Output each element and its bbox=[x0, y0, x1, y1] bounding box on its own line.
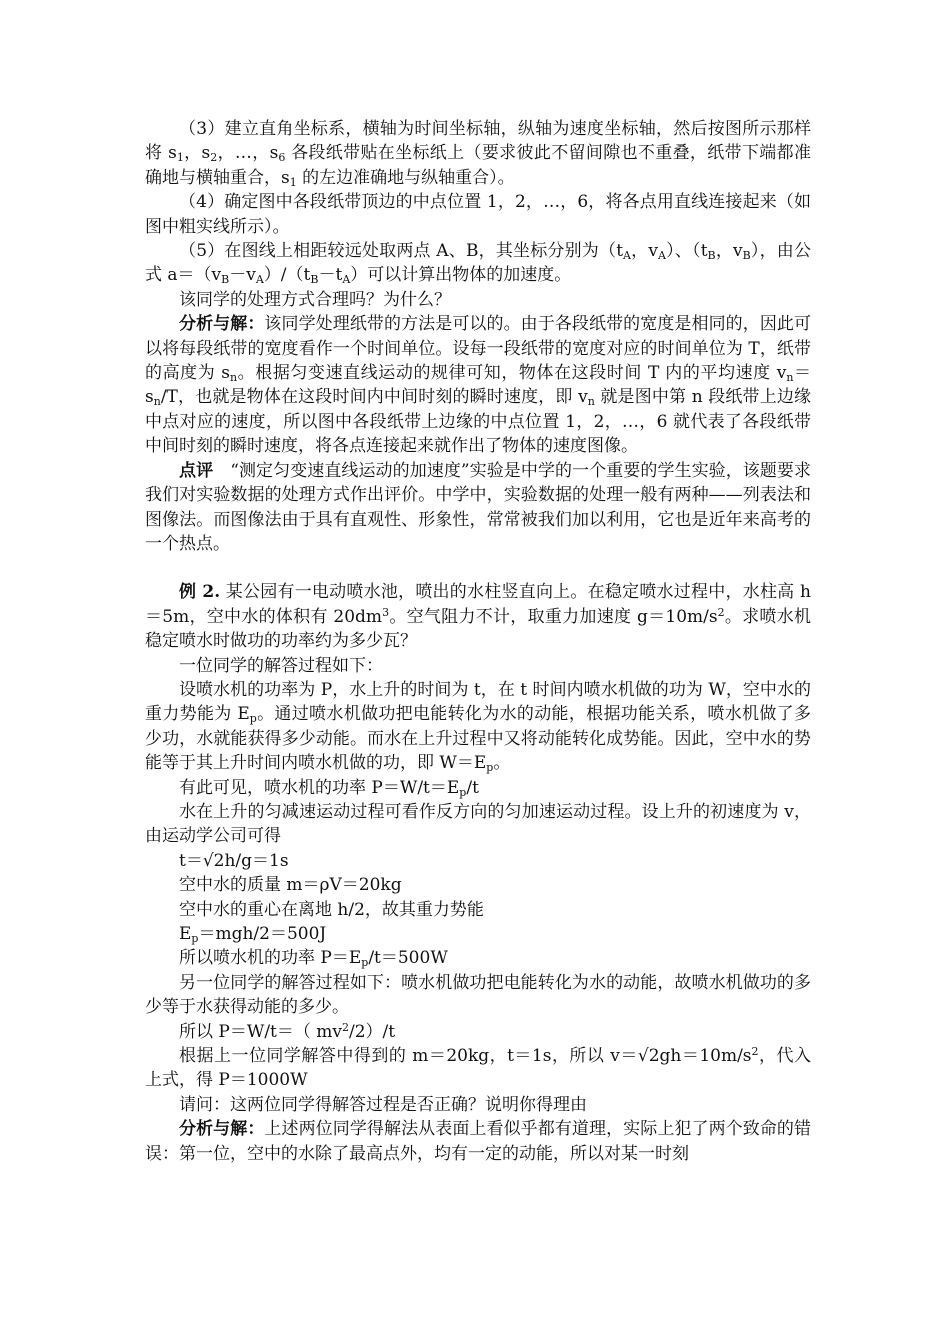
solution1-equation-2: 空中水的质量 m＝ρV＝20kg bbox=[179, 875, 402, 896]
step5-paragraph: （5）在图线上相距较远处取两点 A、B，其坐标分别为（$t_A$，$v_A$）、（$t_B$，$v_B$），由公式 $a=(v_B-v_A)/(t_B-t_A)$可以计算出物体的加速度。 bbox=[145, 241, 812, 287]
example2-paragraph: 例 2. 某公园有一电动喷水池，喷出的水柱竖直向上。在稳定喷水过程中，水柱高 h＝5m，空中水的体积有 $20dm^3$。空气阻力不计，取重力加速度 $g=10m/s^2$。求喷水机稳定喷水时做功的功率约为多少瓦？ bbox=[145, 582, 811, 652]
solution1-intro: 一位同学的解答过程如下： bbox=[179, 655, 383, 676]
solution1-equation-3: 空中水的重心在离地 h/2，故其重力势能 bbox=[179, 899, 484, 920]
question2-paragraph: 请问：这两位同学得解答过程是否正确？说明你得理由 bbox=[179, 1094, 587, 1115]
solution1-equation-4: $E_p=mgh/2=500J$ bbox=[179, 924, 327, 945]
solution1-paragraph-1: 设喷水机的功率为 P，水上升的时间为 t，在 t 时间内喷水机做的功为 W，空中水的重力势能为 $E_p$。通过喷水机做功把电能转化为水的动能，根据功能关系，喷水机做了多少功，水就能获得多少动能。而水在上升过程中又将动能转化成势能。因此，空中水的势能等于其上升时间内喷水机做的功，即 $W=E_p$。 bbox=[145, 679, 811, 775]
section-gap bbox=[145, 556, 811, 580]
comment1-paragraph: 点评 “测定匀变速直线运动的加速度”实验是中学的一个重要的学生实验，该题要求我们对实验数据的处理方式作出评价。中学中，实验数据的处理一般有两种——列表法和图像法。而图像法由于具有直观性、形象性，常常被我们加以利用，它也是近年来高考的一个热点。 bbox=[145, 460, 812, 554]
solution1-paragraph-2: 有此可见，喷水机的功率 $P=W/t=E_p/t$ bbox=[179, 777, 479, 799]
solution1-equation-1: t＝√2h/g＝1s bbox=[179, 850, 289, 871]
solution1-paragraph-3: 水在上升的匀减速运动过程可看作反方向的匀加速运动过程。设上升的初速度为 v，由运动学公司可得 bbox=[145, 801, 811, 847]
step4-paragraph: （4）确定图中各段纸带顶边的中点位置 1，2，…，6，将各点用直线连接起来（如图中粗实线所示）。 bbox=[145, 192, 811, 237]
analysis2-paragraph: 分析与解：上述两位同学得解法从表面上看似乎都有道理，实际上犯了两个致命的错误：第一位，空中的水除了最高点外，均有一定的动能，所以对某一时刻 bbox=[145, 1119, 812, 1164]
solution2-paragraph-1: 另一位同学的解答过程如下：喷水机做功把电能转化为水的动能，故喷水机做功的多少等于水获得动能的多少。 bbox=[145, 972, 811, 1018]
step3-paragraph: （3）建立直角坐标系，横轴为时间坐标轴，纵轴为速度坐标轴，然后按图所示那样将 $s_1$，$s_2$，…，$s_6$ 各段纸带贴在坐标纸上（要求彼此不留间隙也不重叠，纸带下端都准确地与横轴重合，$s_1$ 的左边准确地与纵轴重合）。 bbox=[145, 119, 811, 189]
question1-paragraph: 该同学的处理方式合理吗？为什么？ bbox=[179, 289, 451, 310]
document-page bbox=[145, 117, 811, 1166]
solution2-paragraph-2: 根据上一位同学解答中得到的 m＝20kg，t＝1s，所以 $v=√2gh=10m/s^2$，代入上式，得 P＝1000W bbox=[145, 1045, 812, 1091]
solution1-equation-5: 所以喷水机的功率 $P=E_p/t=500W$ bbox=[179, 948, 448, 970]
analysis1-paragraph: 分析与解：该同学处理纸带的方法是可以的。由于各段纸带的宽度是相同的，因此可以将每段纸带的宽度看作一个时间单位。设每一段纸带的宽度对应的时间单位为 T，纸带的高度为 $s_n$。根据匀变速直线运动的规律可知，物体在这段时间 T 内的平均速度 $v_n=s_n/T$，也就是物体在这段时间内中间时刻的瞬时速度，即 $v_n$ 就是图中第 n 段纸带上边缘中点对应的速度，所以图中各段纸带上边缘的中点位置 1，2，…，6 就代表了各段纸带中间时刻的瞬时速度，将各点连接起来就作出了物体的速度图像。 bbox=[145, 314, 812, 457]
solution2-equation-1: 所以 P＝W/t＝（ $mv^2/2)/t$ bbox=[179, 1020, 396, 1042]
